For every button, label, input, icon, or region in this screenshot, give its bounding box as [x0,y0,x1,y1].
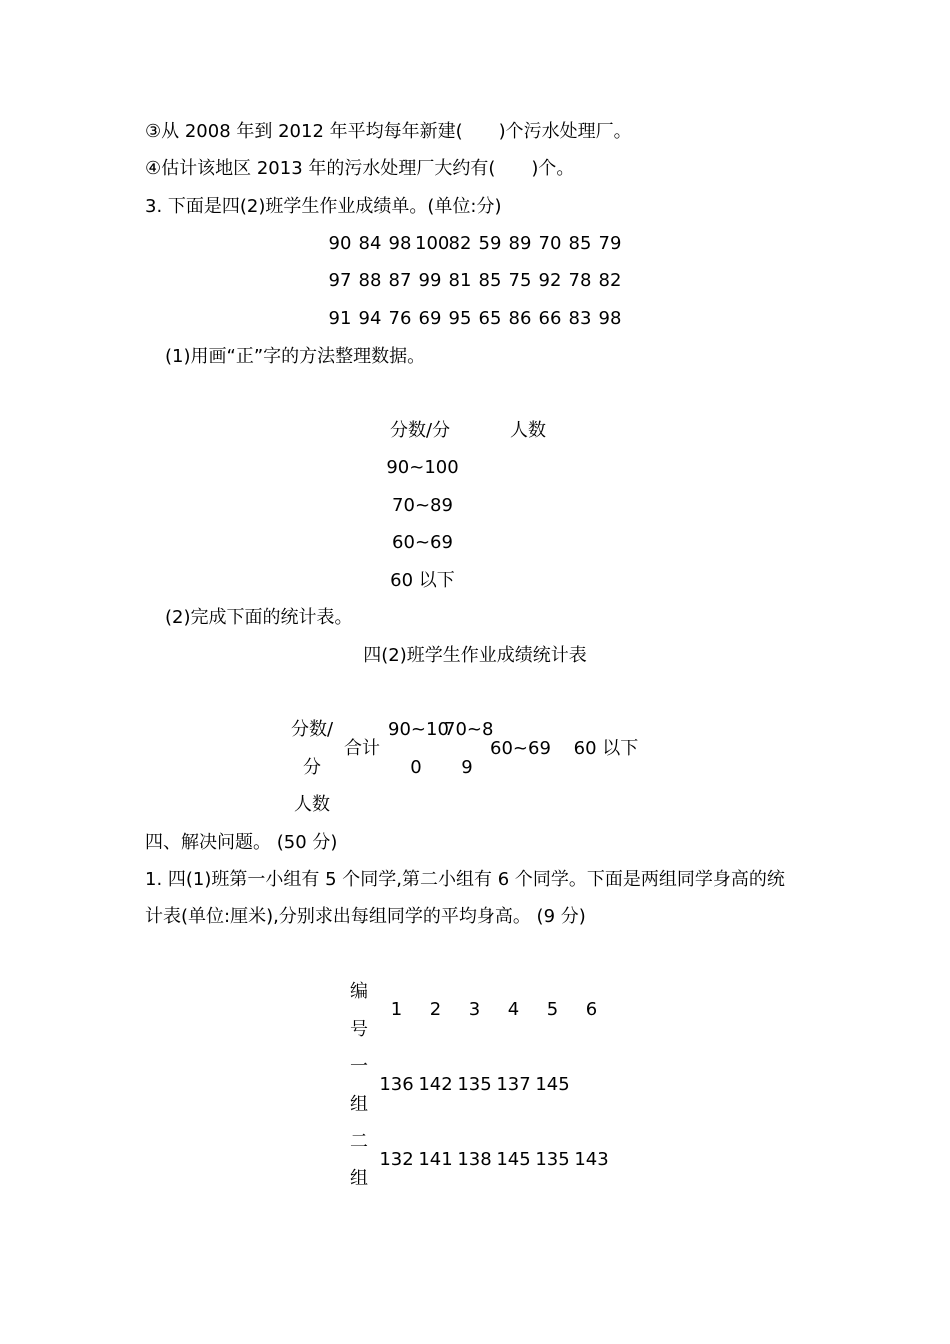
height-cell: 145 [535,1074,570,1095]
score-cell: 84 [358,233,382,254]
score-cell: 85 [568,233,592,254]
score-cell: 66 [538,308,562,329]
score-cell: 94 [358,308,382,329]
score-cell: 81 [448,270,472,291]
stat-header-below-60: 60 以下 [573,738,639,759]
height-number-cell: 2 [429,999,442,1020]
score-cell: 98 [598,308,622,329]
score-cell: 76 [388,308,412,329]
height-cell: 135 [457,1074,492,1095]
tally-row-label: 60 以下 [390,570,455,591]
score-cell: 100 [415,233,450,254]
score-cell: 89 [508,233,532,254]
score-cell: 82 [598,270,622,291]
score-cell: 69 [418,308,442,329]
height-group1-row [377,1074,572,1096]
tally-header-score: 分数/分 [390,420,451,441]
height-cell: 132 [379,1149,414,1170]
score-cell: 95 [448,308,472,329]
score-cell: 98 [388,233,412,254]
height-number-cell: 1 [390,999,403,1020]
tally-row-label: 90~100 [386,457,459,478]
height-label-group2-b: 组 [350,1168,368,1189]
score-cell: 99 [418,270,442,291]
height-cell: 136 [379,1074,414,1095]
score-cell: 83 [568,308,592,329]
stat-header-70-89-line2: 9 [461,757,473,778]
tally-header-count: 人数 [510,420,546,441]
height-label-group2-a: 二 [350,1131,368,1152]
score-cell: 91 [328,308,352,329]
height-number-row [377,999,611,1021]
stat-header-70-89-line1: 70~8 [444,719,494,740]
score-row-3 [325,308,625,330]
stat-header-score-line1: 分数/ [290,719,334,740]
score-cell: 79 [598,233,622,254]
height-cell: 135 [535,1149,570,1170]
score-cell: 85 [478,270,502,291]
question-4-text: ④估计该地区 2013 年的污水处理厂大约有( )个。 [145,158,575,179]
score-cell: 87 [388,270,412,291]
height-label-group1-a: 一 [350,1056,368,1077]
height-group2-row [377,1149,611,1171]
height-cell: 142 [418,1074,453,1095]
height-cell: 145 [496,1149,531,1170]
stat-header-90-100-line1: 90~10 [388,719,449,740]
score-cell: 82 [448,233,472,254]
score-cell: 59 [478,233,502,254]
part-2-instruction: (2)完成下面的统计表。 [165,607,353,628]
tally-row-label: 70~89 [392,495,453,516]
height-cell: 138 [457,1149,492,1170]
score-cell: 92 [538,270,562,291]
height-number-cell: 4 [507,999,520,1020]
part-1-instruction: (1)用画“正”字的方法整理数据。 [165,346,426,367]
stat-row-label-count: 人数 [294,794,330,815]
score-cell: 90 [328,233,352,254]
height-number-cell: 6 [585,999,598,1020]
height-cell: 143 [574,1149,609,1170]
height-cell: 141 [418,1149,453,1170]
section-4-title: 四、解决问题。 (50 分) [145,832,338,853]
score-row-1 [325,233,625,255]
height-number-cell: 5 [546,999,559,1020]
score-cell: 86 [508,308,532,329]
stat-header-90-100-line2: 0 [410,757,422,778]
score-cell: 65 [478,308,502,329]
height-number-cell: 3 [468,999,481,1020]
height-label-group1-b: 组 [350,1094,368,1115]
score-cell: 70 [538,233,562,254]
stat-header-60-69: 60~69 [490,738,551,759]
section-3-title: 3. 下面是四(2)班学生作业成绩单。(单位:分) [145,196,502,217]
score-cell: 78 [568,270,592,291]
score-cell: 88 [358,270,382,291]
height-label-number-a: 编 [350,981,368,1002]
stat-header-score-line2: 分 [303,757,321,778]
height-cell: 137 [496,1074,531,1095]
tally-row-label: 60~69 [392,532,453,553]
stat-table-title: 四(2)班学生作业成绩统计表 [363,645,587,666]
score-row-2 [325,270,625,292]
problem-1-line-2: 计表(单位:厘米),分别求出每组同学的平均身高。 (9 分) [145,906,586,927]
stat-header-total: 合计 [344,738,380,759]
height-label-number-b: 号 [350,1019,368,1040]
score-cell: 75 [508,270,532,291]
question-3-text: ③从 2008 年到 2012 年平均每年新建( )个污水处理厂。 [145,121,632,142]
score-cell: 97 [328,270,352,291]
problem-1-line-1: 1. 四(1)班第一小组有 5 个同学,第二小组有 6 个同学。下面是两组同学身高的统 [145,869,785,890]
